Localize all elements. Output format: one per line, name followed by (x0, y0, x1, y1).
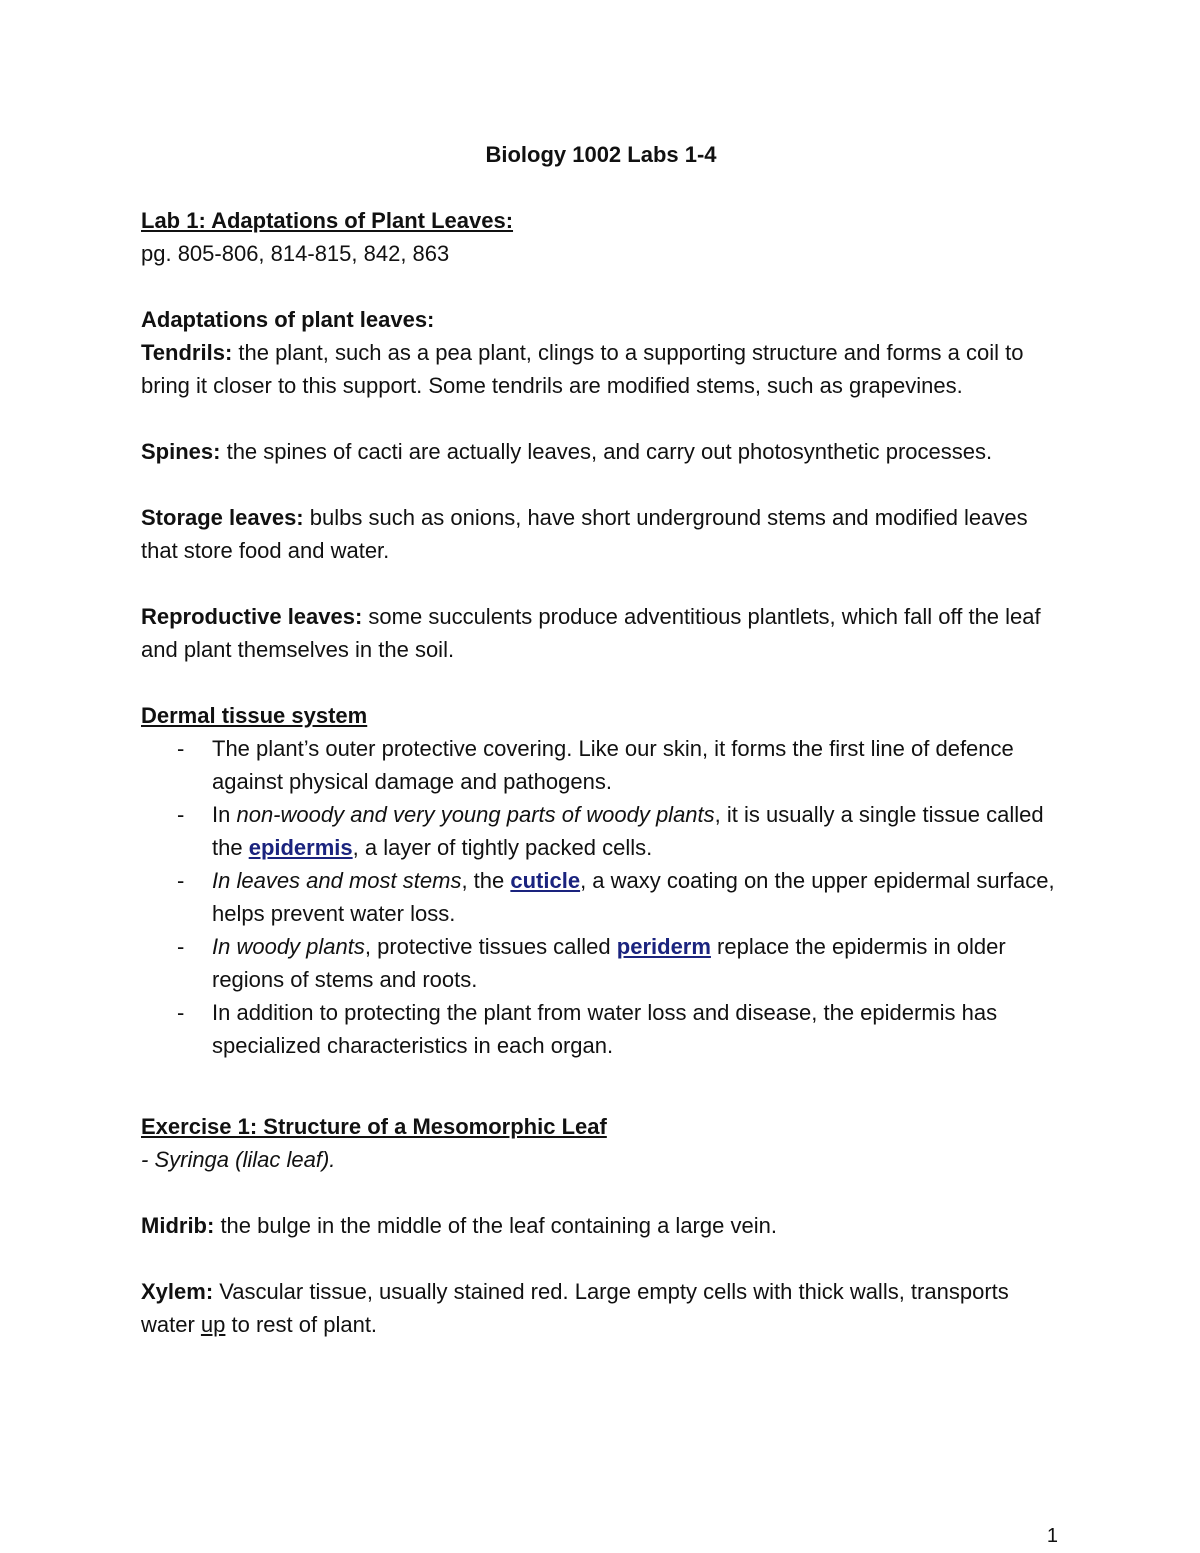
periderm-term: periderm (616, 934, 711, 959)
lab1-heading: Lab 1: Adaptations of Plant Leaves: (141, 208, 514, 233)
list-item: - The plant’s outer protective covering. Like our skin, it forms the first line of defence against physical damage and pathogens. (141, 732, 1061, 798)
cuticle-term: cuticle (510, 868, 581, 893)
dermal-list (141, 732, 1061, 1062)
spines-paragraph (141, 435, 1061, 468)
tendrils-text: the plant, such as a pea plant, clings to a supporting structure and forms a coil to bring it closer to this support. Some tendrils are modified stems, such as grapevines. (141, 340, 1024, 398)
document-title: Biology 1002 Labs 1-4 (485, 142, 717, 167)
storage-paragraph (141, 501, 1061, 567)
list-item: - In non-woody and very young parts of woody plants, it is usually a single tissue called the epidermis, a layer of tightly packed cells. (141, 798, 1061, 864)
xylem-paragraph: Xylem: Vascular tissue, usually stained red. Large empty cells with thick walls, transports water up to rest of plant. (141, 1279, 1009, 1337)
dermal-heading: Dermal tissue system (141, 703, 368, 728)
tendrils-paragraph (141, 336, 1061, 402)
midrib-term: Midrib: (141, 1213, 215, 1238)
page-number: 1 (1046, 1525, 1058, 1547)
xylem-term: Xylem: (141, 1279, 214, 1304)
reproductive-paragraph (141, 600, 1061, 666)
spines-term: Spines: (141, 439, 221, 464)
storage-text: bulbs such as onions, have short underground stems and modified leaves that store food and water. (141, 505, 1028, 563)
adaptations-heading: Adaptations of plant leaves: (141, 307, 435, 332)
epidermis-term: epidermis (248, 835, 353, 860)
list-item: - In woody plants, protective tissues called periderm replace the epidermis in older regions of stems and roots. (141, 930, 1061, 996)
storage-term: Storage leaves: (141, 505, 304, 530)
midrib-paragraph (141, 1209, 1061, 1242)
midrib-text: the bulge in the middle of the leaf containing a large vein. (214, 1213, 777, 1238)
reproductive-term: Reproductive leaves: (141, 604, 363, 629)
reproductive-text: some succulents produce adventitious plantlets, which fall off the leaf and plant themselves in the soil. (141, 604, 1041, 662)
exercise1-subtitle: - Syringa (lilac leaf). (141, 1147, 336, 1172)
page-content (141, 138, 1061, 1341)
spines-text: the spines of cacti are actually leaves, and carry out photosynthetic processes. (220, 439, 993, 464)
list-item: - In leaves and most stems, the cuticle, a waxy coating on the upper epidermal surface, helps prevent water loss. (141, 864, 1061, 930)
list-item: - In addition to protecting the plant from water loss and disease, the epidermis has specialized characteristics in each organ. (141, 996, 1061, 1062)
lab1-pages: pg. 805-806, 814-815, 842, 863 (141, 241, 450, 266)
underlined-up: up (200, 1312, 226, 1337)
tendrils-term: Tendrils: (141, 340, 233, 365)
exercise1-heading: Exercise 1: Structure of a Mesomorphic Leaf (141, 1114, 607, 1139)
